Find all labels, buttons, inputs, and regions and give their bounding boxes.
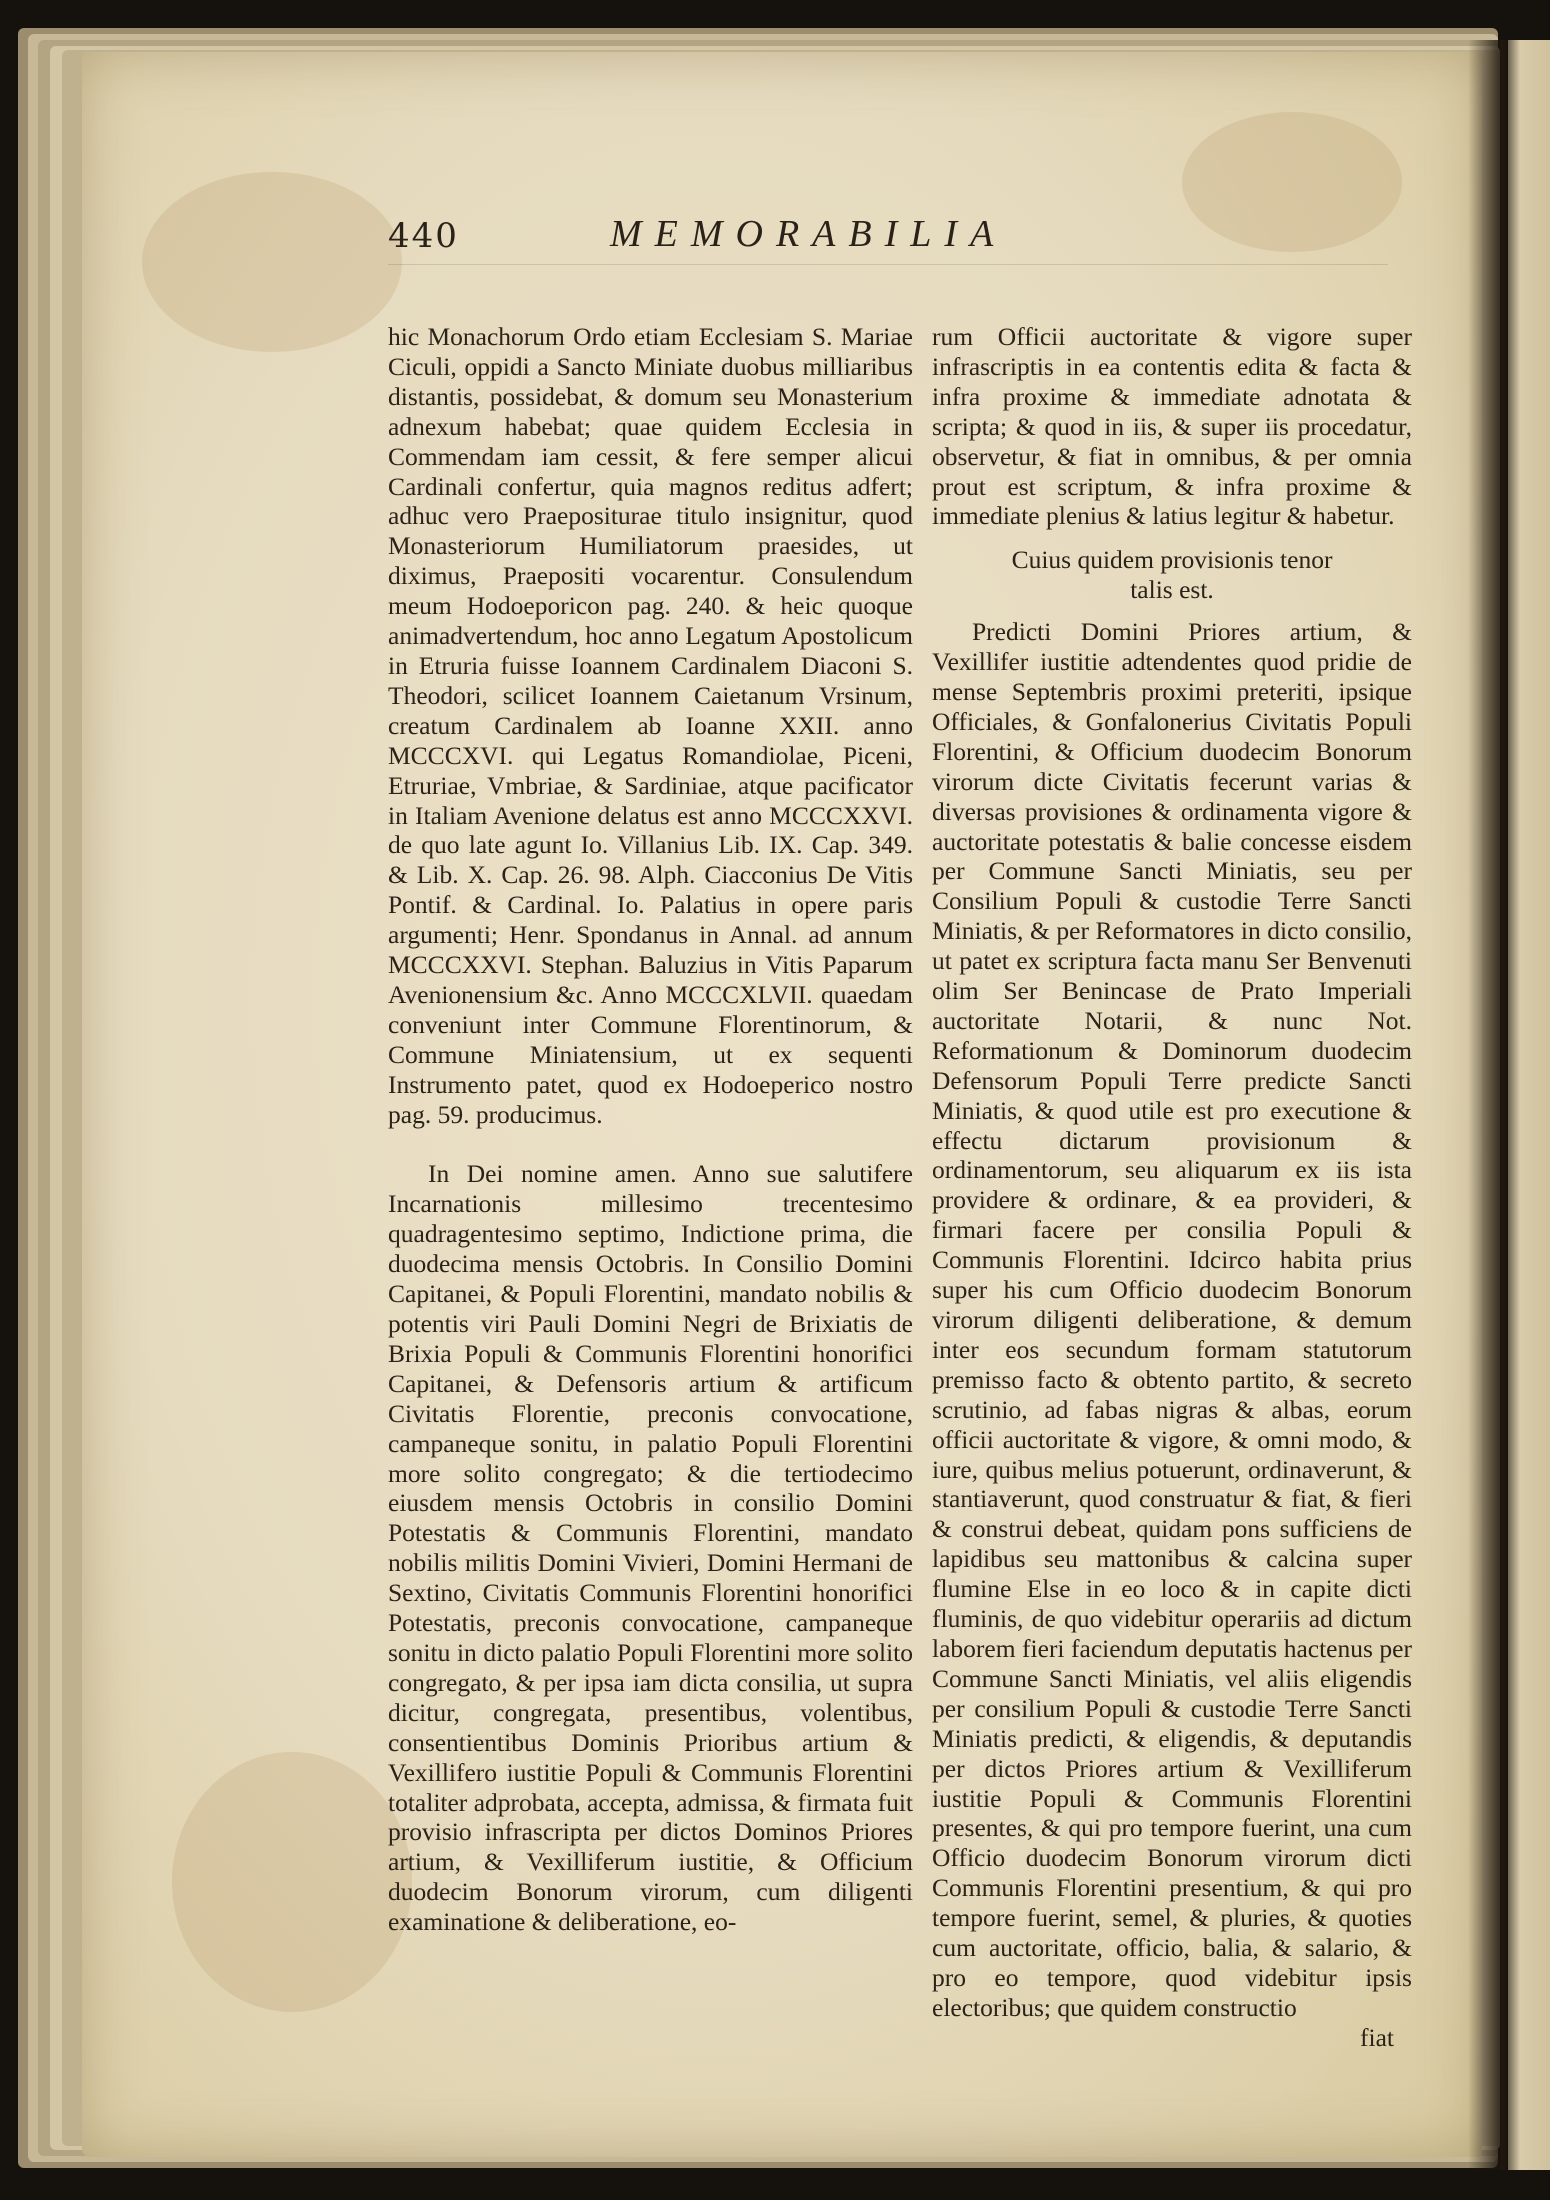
right-paragraph-2: Predicti Domini Priores artium, & Vexillifer iustitie adtendentes quod pridie de mense Septembris proximi preteriti, ipsique Officiales, & Gonfalonerius Civitatis Populi Florentini, & Officium duodecim Bonorum virorum dicte Civitatis fecerunt varias & diversas provisiones & ordinamenta vigore & auctoritate potestatis & balie concesse eisdem per Commune Sancti Miniatis, seu per Consilium Populi & custodie Terre Sancti Miniatis, & per Reformatores in dicto consilio, ut patet ex scriptura facta manu Ser Benvenuti olim Ser Benincase de Prato Imperiali auctoritate Notarii, & nunc Not. Reformationum & Dominorum duodecim Defensorum Populi Terre predicte Sancti Miniatis, & quod utile est pro executione & effectu dictarum provisionum & ordinamentorum, seu aliquarum ex iis ista providere & ordinare, & ea provideri, & firmari facere per consilia Populi & Communis Florentini. Idcirco habita prius super his cum Officio duodecim Bonorum virorum diligenti deliberatione, & demum inter eos secundum formam statutorum premisso facto & obtento partito, & secreto scrutinio, ad fabas nigras & albas, eorum officii auctoritate & vigore, & omni modo, & iure, quibus melius potuerunt, ordinaverunt, & stantiaverunt, quod construatur & fiat, & fieri & construi debeat, quidam pons sufficiens de lapidibus seu mattonibus & calcina super flumine Else in eo loco & in capite dicti fluminis, de quo videbitur operariis ad dictum laborem fieri faciendum deputatis hactenus per Commune Sancti Miniatis, vel aliis eligendis per consilium Populi & custodie Terre Sancti Miniatis predicti, & eligendis, & deputandis per dictos Priores artium & Vexilliferum iustitie Populi & Communis Florentini presentes, & qui pro tempore fuerint, una cum Officio duodecim Bonorum virorum dicti Communis Florentini presentium, & qui pro tempore fuerint, semel, & pluries, & quoties cum auctoritate, officio, balia, & salario, & pro eo tempore, quod videbitur ipsis electoribus; que quidem constructio [932,617,1412,2022]
right-paragraph-1: rum Officii auctoritate & vigore super infrascriptis in ea contentis edita & facta & infra proxime & immediate adnotata & scripta; & quod in iis, & super iis procedatur, observetur, & fiat in omnibus, & per omnia prout est scriptum, & infra proxime & immediate plenius & latius legitur & habetur. [932,322,1412,531]
page-number: 440 [388,216,459,256]
running-head: MEMORABILIA [610,213,1007,255]
catchword: fiat [1360,2022,1394,2052]
page-header [388,206,1408,276]
paper-stain [142,172,402,352]
provision-heading [932,545,1412,605]
left-column [388,322,913,1937]
header-rule [388,264,1388,265]
heading-line-1: Cuius quidem provisionis tenor [1011,545,1333,575]
left-paragraph-2: In Dei nomine amen. Anno sue salutifere Incarnationis millesimo trecentesimo quadragentesimo septimo, Indictione prima, die duodecima mensis Octobris. In Consilio Domini Capitanei, & Populi Florentini, mandato nobilis & potentis viri Pauli Domini Negri de Brixiatis de Brixia Populi & Communis Florentini honorifici Capitanei, & Defensoris artium & artificum Civitatis Florentie, preconis convocatione, campaneque sonitu, in palatio Populi Florentini more solito congregato; & die tertiodecimo eiusdem mensis Octobris in consilio Domini Potestatis & Communis Florentini, mandato nobilis militis Domini Vivieri, Domini Hermani de Sextino, Civitatis Communis Florentini honorifici Potestatis, preconis convocatione, campaneque sonitu in dicto palatio Populi Florentini more solito congregato, & per ipsa iam dicta consilia, ut supra dicitur, congregata, presentibus, volentibus, consentientibus Dominis Prioribus artium & Vexillifero iustitie Populi & Communis Florentini totaliter adprobata, accepta, admissa, & firmata fuit provisio infrascripta per dictos Dominos Priores artium, & Vexilliferum iustitie, & Officium duodecim Bonorum virorum, cum diligenti examinatione & deliberatione, eo- [388,1159,913,1937]
book-gutter [1468,40,1508,2170]
paper-stain [172,1752,412,2012]
paragraph-gap [388,1129,913,1159]
right-column [932,322,1412,2053]
heading-line-2: talis est. [1130,575,1214,605]
left-paragraph-1: hic Monachorum Ordo etiam Ecclesiam S. Mariae Ciculi, oppidi a Sancto Miniate duobus milliaribus distantis, possidebat, & domum seu Monasterium adnexum habebat; quae quidem Ecclesia in Commendam iam cessit, & fere semper alicui Cardinali confertur, quia magnos reditus adfert; adhuc vero Praepositurae titulo insignitur, quod Monasteriorum Humiliatorum praesides, ut diximus, Praepositi vocarentur. Consulendum meum Hodoeporicon pag. 240. & heic quoque animadvertendum, hoc anno Legatum Apostolicum in Etruria fuisse Ioannem Cardinalem Diaconi S. Theodori, scilicet Ioannem Caietanum Vrsinum, creatum Cardinalem ab Ioanne XXII. anno MCCCXVI. qui Legatus Romandiolae, Piceni, Etruriae, Vmbriae, & Sardiniae, atque pacificator in Italiam Avenione delatus est anno MCCCXXVI. de quo late agunt Io. Villanius Lib. IX. Cap. 349. & Lib. X. Cap. 26. 98. Alph. Ciacconius De Vitis Pontif. & Cardinal. Io. Palatius in opere paris argumenti; Henr. Spondanus in Annal. ad annum MCCCXXVI. Stephan. Baluzius in Vitis Paparum Avenionensium &c. Anno MCCCXLVII. quaedam conveniunt inter Commune Florentinorum, & Commune Miniatensium, ut ex sequenti Instrumento patet, quod ex Hodoeperico nostro pag. 59. producimus. [388,322,913,1129]
